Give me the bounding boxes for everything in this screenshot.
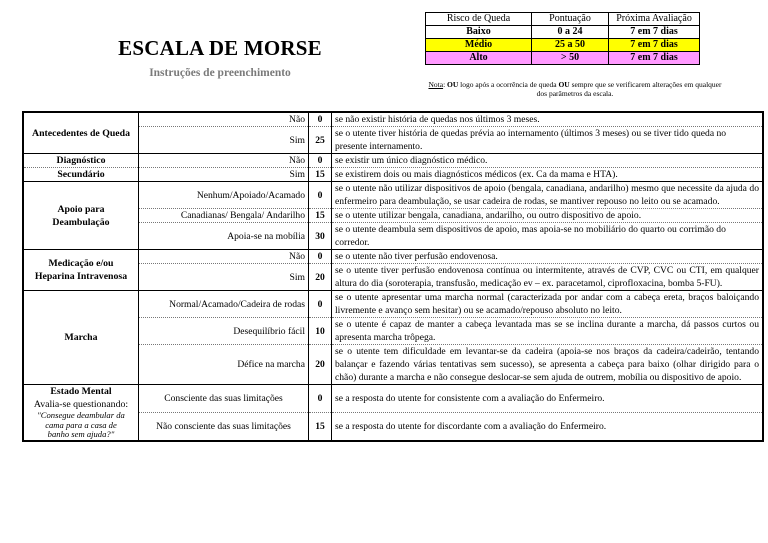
- option-label: Sim: [139, 127, 309, 154]
- category-medicacao: [23, 250, 139, 291]
- category-estado-mental: [23, 385, 139, 441]
- page-title: ESCALA DE MORSE: [118, 36, 322, 60]
- note-text1: :: [443, 80, 448, 89]
- table-row: [23, 385, 763, 413]
- risk-table: [425, 12, 700, 65]
- option-points: 25: [309, 127, 332, 154]
- option-desc: se não existir história de quedas nos últimos 3 meses.: [332, 112, 764, 127]
- option-label: Sim: [139, 168, 309, 182]
- option-desc: se existir um único diagnóstico médico.: [332, 154, 764, 168]
- option-points: 15: [309, 209, 332, 223]
- option-desc: se o utente tiver perfusão endovenosa contínua ou intermitente, através de CVP, CVC ou CTI, em qualquer altura do dia (soroterapia, transfusão, medicação ev – ex. paracetamol, ciprofloxacina, bomba 5-FU).: [332, 264, 764, 291]
- option-desc: se o utente utilizar bengala, canadiana, andarilho, ou outro dispositivo de apoio.: [332, 209, 764, 223]
- category-estado-mental-label: Estado Mental: [50, 386, 112, 397]
- option-points: 0: [309, 385, 332, 413]
- table-row: [23, 250, 763, 264]
- note-text3: sempre que se verificarem alterações em qualquer dos parâmetros da escala.: [536, 80, 722, 98]
- table-row: [23, 291, 763, 318]
- question-line: banho sem ajuda?": [47, 429, 115, 439]
- option-label: Canadianas/ Bengala/ Andarilho: [139, 209, 309, 223]
- risk-header-pontuacao: Pontuação: [532, 13, 609, 26]
- morse-scale-table: [22, 111, 764, 442]
- question-line: cama para a casa de: [45, 419, 117, 430]
- option-label: Não consciente das suas limitações: [139, 412, 309, 440]
- risk-header-risco: Risco de Queda: [426, 13, 532, 26]
- option-desc: se o utente tem dificuldade em levantar-se da cadeira (apoia-se nos braços da cadeira/cadeirão, tentando balançar e fazendo várias tentativas sem sucesso), se apresenta a cabeça para baixo (olhar dirigido para o chão) durante a marcha e não consegue deslocar-se sem ajuda de outrem, mobília ou dispositivo de apoio.: [332, 345, 764, 385]
- option-label: Não: [139, 154, 309, 168]
- option-desc: se o utente não utilizar dispositivos de apoio (bengala, canadiana, andarilho) mesmo que necessite da ajuda do enfermeiro para deambulação, se usar cadeira de rodas, se mantiver repouso no leito ou se acamado.: [332, 182, 764, 209]
- risk-label: Baixo: [426, 26, 532, 39]
- option-points: 0: [309, 154, 332, 168]
- category-marcha: Marcha: [23, 291, 139, 385]
- option-label: Normal/Acamado/Cadeira de rodas: [139, 291, 309, 318]
- option-points: 20: [309, 264, 332, 291]
- option-points: 0: [309, 112, 332, 127]
- risk-header-proxima: Próxima Avaliação: [609, 13, 700, 26]
- option-desc: se o utente não tiver perfusão endovenosa.: [332, 250, 764, 264]
- option-label: Apoia-se na mobília: [139, 223, 309, 250]
- risk-score: 0 a 24: [532, 26, 609, 39]
- risk-next: 7 em 7 dias: [609, 26, 700, 39]
- category-apoio-line2: Deambulação: [52, 216, 110, 228]
- table-row: [23, 112, 763, 127]
- risk-next: 7 em 7 dias: [609, 39, 700, 52]
- option-label: Nenhum/Apoiado/Acamado: [139, 182, 309, 209]
- risk-score: > 50: [532, 52, 609, 65]
- risk-row-medio: [426, 39, 700, 52]
- option-desc: se o utente é capaz de manter a cabeça levantada mas se se inclina durante a marcha, dá passos curtos ou apresenta marcha trôpega.: [332, 318, 764, 345]
- option-desc: se a resposta do utente for consistente com a avaliação do Enfermeiro.: [332, 385, 764, 413]
- note-ou2: OU: [558, 80, 570, 89]
- note-text2: logo após a ocorrência de queda: [458, 80, 559, 89]
- option-points: 0: [309, 250, 332, 264]
- table-row: [23, 182, 763, 209]
- category-estado-mental-question: [27, 411, 135, 440]
- risk-score: 25 a 50: [532, 39, 609, 52]
- option-label: Consciente das suas limitações: [139, 385, 309, 413]
- risk-label: Médio: [426, 39, 532, 52]
- option-label: Não: [139, 112, 309, 127]
- category-medicacao-line1: Medicação e/ou: [48, 258, 114, 269]
- option-points: 15: [309, 412, 332, 440]
- table-row: [23, 154, 763, 168]
- question-line: "Consegue deambular da: [37, 410, 125, 420]
- note-ou1: OU: [447, 80, 459, 89]
- option-points: 20: [309, 345, 332, 385]
- option-points: 15: [309, 168, 332, 182]
- option-label: Sim: [139, 264, 309, 291]
- option-desc: se existirem dois ou mais diagnósticos médicos (ex. Ca da mama e HTA).: [332, 168, 764, 182]
- page-subtitle: Instruções de preenchimento: [149, 67, 291, 79]
- option-points: 30: [309, 223, 332, 250]
- risk-table-header: [426, 13, 700, 26]
- category-apoio: [23, 182, 139, 250]
- option-points: 0: [309, 182, 332, 209]
- option-label: Défice na marcha: [139, 345, 309, 385]
- risk-row-alto: [426, 52, 700, 65]
- option-desc: se o utente tiver história de quedas prévia ao internamento (últimos 3 meses) ou se tiver tido queda no presente internamento.: [332, 127, 764, 154]
- category-diagnostico: Diagnóstico: [23, 154, 139, 168]
- option-label: Desequilíbrio fácil: [139, 318, 309, 345]
- option-label: Não: [139, 250, 309, 264]
- option-points: 10: [309, 318, 332, 345]
- option-desc: se o utente apresentar uma marcha normal (caracterizada por andar com a cabeça ereta, braços baloiçando livremente e avanço sem hesitar) ou se acamado/repouso absoluto no leito.: [332, 291, 764, 318]
- risk-row-baixo: [426, 26, 700, 39]
- option-points: 0: [309, 291, 332, 318]
- option-desc: se o utente deambula sem dispositivos de apoio, mas apoia-se no mobiliário do quarto ou corrimão do corredor.: [332, 223, 764, 250]
- category-antecedentes: Antecedentes de Queda: [23, 112, 139, 154]
- category-medicacao-line2: Heparina Intravenosa: [34, 271, 128, 282]
- category-estado-mental-sub: Avalia-se questionando:: [33, 399, 129, 410]
- risk-note: [425, 80, 725, 98]
- category-diagnostico-line2: Secundário: [23, 168, 139, 182]
- table-row: [23, 168, 763, 182]
- note-label: Nota: [428, 80, 444, 89]
- risk-label: Alto: [426, 52, 532, 65]
- risk-next: 7 em 7 dias: [609, 52, 700, 65]
- option-desc: se a resposta do utente for discordante com a avaliação do Enfermeiro.: [332, 412, 764, 440]
- category-apoio-line1: Apoio para: [57, 203, 105, 215]
